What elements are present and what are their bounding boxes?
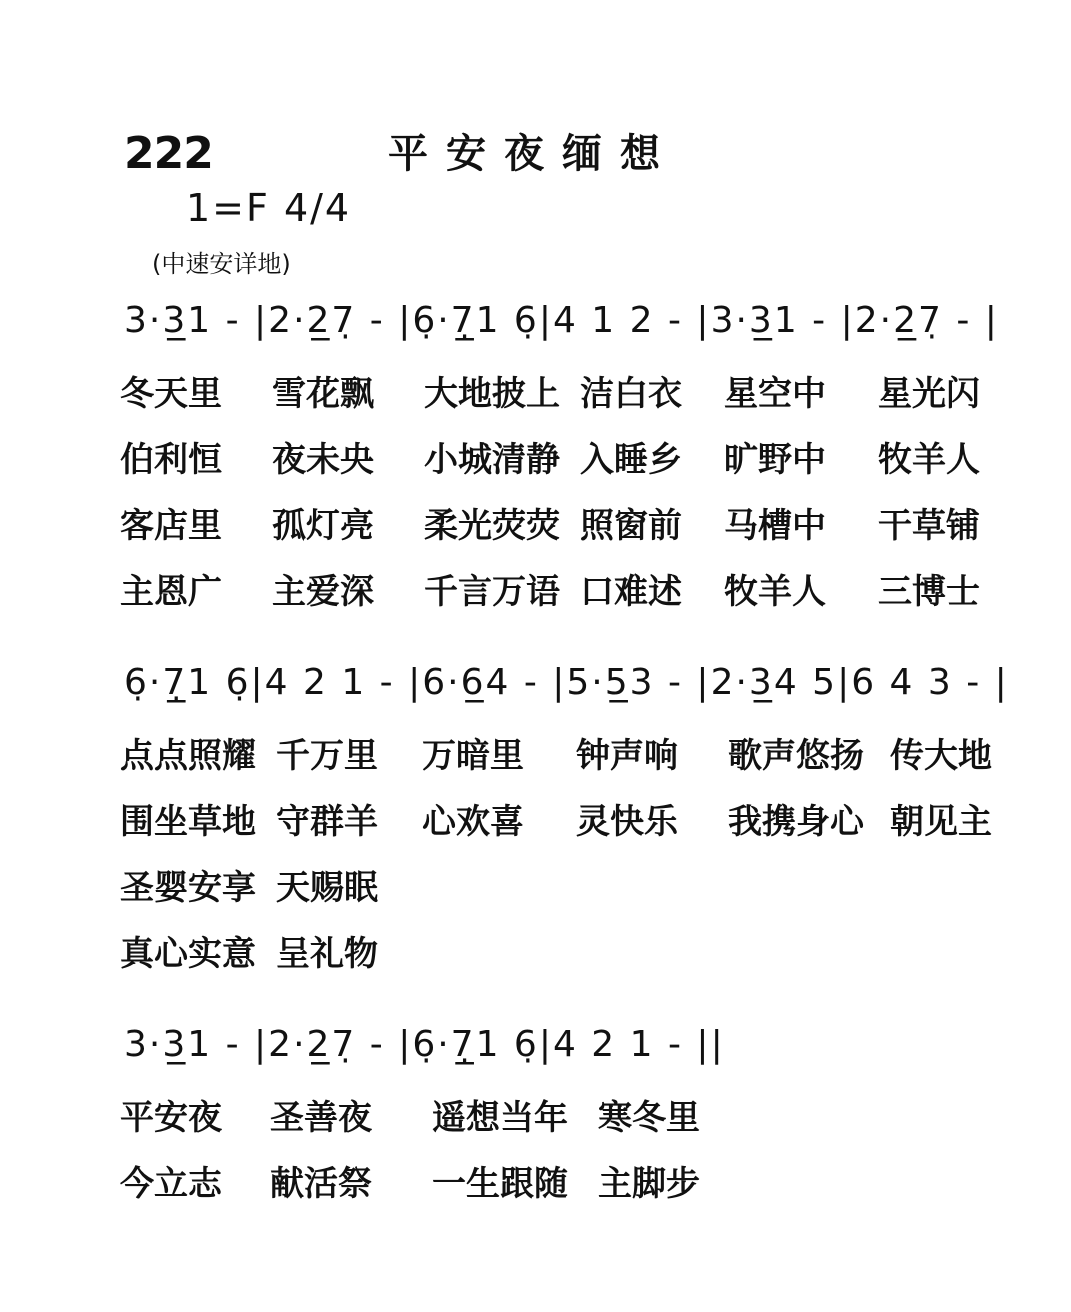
lyric-phrase: 点点照耀: [120, 736, 256, 776]
song-title: 平安夜缅想: [388, 131, 678, 177]
lyric-line: [120, 432, 1040, 498]
lyric-phrase: 我携身心: [728, 802, 864, 842]
notation-text: 3·3̲1 - |2·2̲7̣ - |6̣·7̲̣1 6̣|4 2 1 - ||: [124, 1024, 725, 1065]
key-signature: 1=F 4/4: [186, 186, 352, 230]
lyric-phrase: 冬天里: [120, 374, 222, 414]
lyric-line: [120, 860, 1040, 926]
lyric-phrase: 呈礼物: [276, 934, 378, 974]
lyric-phrase: 洁白衣: [580, 374, 682, 414]
lyric-line: [120, 926, 1040, 992]
lyric-phrase: 灵快乐: [576, 802, 678, 842]
lyric-phrase: 口难述: [580, 572, 682, 612]
notation-line: [120, 1024, 1040, 1090]
lyric-phrase: 雪花飘: [272, 374, 374, 414]
lyric-phrase: 旷野中: [724, 440, 826, 480]
lyric-phrase: 一生跟随: [432, 1164, 568, 1204]
lyric-phrase: 围坐草地: [120, 802, 256, 842]
lyric-phrase: 心欢喜: [422, 802, 524, 842]
lyric-phrase: 钟声响: [576, 736, 678, 776]
lyric-phrase: 牧羊人: [878, 440, 980, 480]
score-section-2: [120, 662, 1040, 992]
page-number: 222: [124, 128, 213, 179]
lyric-phrase: 献活祭: [270, 1164, 372, 1204]
lyric-phrase: 牧羊人: [724, 572, 826, 612]
lyric-phrase: 万暗里: [422, 736, 524, 776]
notation-text: 3·3̲1 - |2·2̲7̣ - |6̣·7̲̣1 6̣|4 1 2 - |3·3̲1 - |2·2̲7̣ - |: [124, 300, 999, 341]
tempo-marking: (中速安详地): [152, 250, 291, 278]
lyric-phrase: 寒冬里: [598, 1098, 700, 1138]
lyric-phrase: 千言万语: [424, 572, 560, 612]
lyric-phrase: 入睡乡: [580, 440, 682, 480]
lyric-phrase: 朝见主: [890, 802, 992, 842]
lyric-line: [120, 1090, 1040, 1156]
lyric-phrase: 主恩广: [120, 572, 222, 612]
notation-line: [120, 300, 1040, 366]
lyric-phrase: 真心实意: [120, 934, 256, 974]
lyric-phrase: 三博士: [878, 572, 980, 612]
lyric-phrase: 天赐眠: [276, 868, 378, 908]
lyric-phrase: 小城清静: [424, 440, 560, 480]
lyric-line: [120, 728, 1040, 794]
lyric-phrase: 千万里: [276, 736, 378, 776]
lyric-phrase: 星空中: [724, 374, 826, 414]
lyric-phrase: 星光闪: [878, 374, 980, 414]
notation-line: [120, 662, 1040, 728]
lyric-phrase: 圣婴安享: [120, 868, 256, 908]
notation-text: 6̣·7̲̣1 6̣|4 2 1 - |6·6̲4 - |5·5̲3 - |2·3̲4 5|6 4 3 - |: [124, 662, 1009, 703]
lyric-phrase: 客店里: [120, 506, 222, 546]
lyric-phrase: 主脚步: [598, 1164, 700, 1204]
lyric-phrase: 遥想当年: [432, 1098, 568, 1138]
lyric-phrase: 平安夜: [120, 1098, 222, 1138]
lyric-line: [120, 1156, 1040, 1222]
lyric-line: [120, 498, 1040, 564]
lyric-phrase: 干草铺: [878, 506, 980, 546]
lyric-phrase: 守群羊: [276, 802, 378, 842]
lyric-phrase: 柔光荧荧: [424, 506, 560, 546]
lyric-line: [120, 564, 1040, 630]
lyric-line: [120, 794, 1040, 860]
lyric-phrase: 伯利恒: [120, 440, 222, 480]
lyric-phrase: 主爱深: [272, 572, 374, 612]
lyric-phrase: 马槽中: [724, 506, 826, 546]
lyric-phrase: 夜未央: [272, 440, 374, 480]
lyric-phrase: 歌声悠扬: [728, 736, 864, 776]
lyric-phrase: 孤灯亮: [272, 506, 374, 546]
lyric-phrase: 大地披上: [424, 374, 560, 414]
lyric-phrase: 圣善夜: [270, 1098, 372, 1138]
lyric-phrase: 照窗前: [580, 506, 682, 546]
score-section-3: [120, 1024, 1040, 1222]
lyric-line: [120, 366, 1040, 432]
score-section-1: [120, 300, 1040, 630]
lyric-phrase: 传大地: [890, 736, 992, 776]
lyric-phrase: 今立志: [120, 1164, 222, 1204]
